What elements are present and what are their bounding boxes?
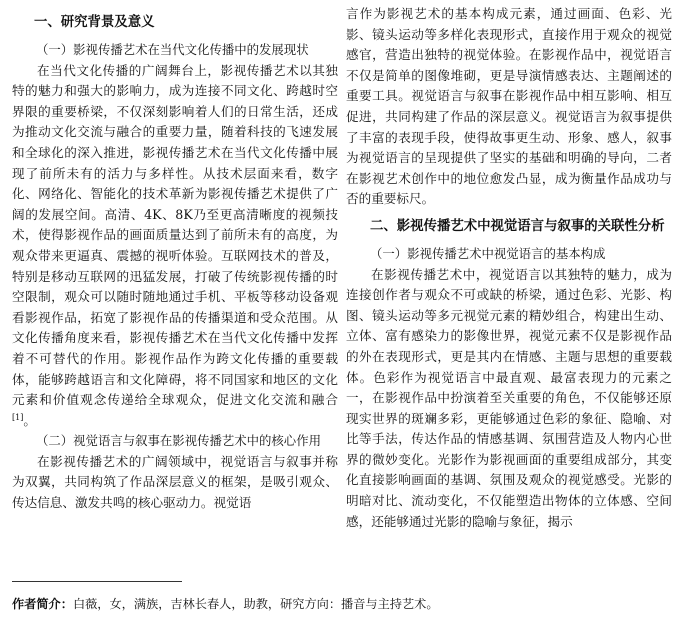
footnote-label: 作者简介： [12, 597, 73, 611]
paragraph-core-role: 在影视传播艺术的广阔领域中，视觉语言与叙事并称为双翼，共同构筑了作品深层意义的框架，是吸引观众、传达信息、激发共鸣的核心驱动力。视觉语 [12, 453, 338, 511]
author-footnote [12, 595, 672, 613]
section-heading-correlation-analysis: 二、影视传播艺术中视觉语言与叙事的关联性分析 [370, 218, 665, 234]
right-column [346, 4, 672, 532]
paragraph-core-role-continued: 言作为影视艺术的基本构成元素，通过画面、色彩、光影、镜头运动等多样化表现形式，直接作用于观众的视觉感官，营造出独特的视觉体验。在影视作品中，视觉语言不仅是简单的图像堆砌，更是导演情感表达、主题阐述的重要工具。视觉语言与叙事在影视作品中相互影响、相互促进，共同构建了作品的深层意义。视觉语言为叙事提供了丰富的表现手段，使得故事更生动、形象、感人，叙事为视觉语言的呈现提供了坚实的基础和明确的导向，二者在影视艺术创作中的地位愈发凸显，成为衡量作品成功与否的重要标尺。 [346, 6, 672, 207]
paragraph-visual-language-composition: 在影视传播艺术中，视觉语言以其独特的魅力，成为连接创作者与观众不可或缺的桥梁，通过色彩、光影、构图、镜头运动等多元视觉元素的精妙组合，构建出生动、立体、富有感染力的影像世界，视觉元素不仅是影视作品的外在表现形式，更是其内在情感、主题与思想的重要载体。色彩作为视觉语言中最直观、最富表现力的元素之一，在影视作品中扮演着至关重要的角色，不仅能够还原现实世界的斑斓多彩，更能够通过色彩的象征、隐喻、对比等手法，传达作品的情感基调、氛围营造及人物内心世界的微妙变化。光影作为影视画面的重要组成部分，其变化直接影响画面的基调、氛围及观众的视觉感受。光影的明暗对比、流动变化，不仅能塑造出物体的立体感、空间感，还能够通过光影的隐喻与象征，揭示 [346, 266, 672, 529]
subsection-heading-core-role: （二）视觉语言与叙事在影视传播艺术中的核心作用 [36, 433, 321, 449]
paragraph-text: 在当代文化传播的广阔舞台上，影视传播艺术以其独特的魅力和强大的影响力，成为连接不同文化、跨越时空界限的重要桥梁，不仅深刻影响着人们的日常生活，还成为推动文化交流与融合的重要力量，随着科技的飞速发展和全球化的深入推进，影视传播艺术在当代文化传播中展现了前所未有的活力与多样性。从技术层面来看，数字化、网络化、智能化的技术革新为影视传播艺术提供了广阔的发展空间。高清、4K、8K乃至更高清晰度的视频技术，使得影视作品的画面质量达到了前所未有的高度，为观众带来更逼真、震撼的视听体验。互联网技术的普及，特别是移动互联网的迅猛发展，打破了传统影视传播的时空限制，观众可以随时随地通过手机、平板等移动设备观看影视作品，拓宽了影视作品的传播渠道和受众范围。从文化传播角度来看，影视传播艺术在当代文化传播中发挥着不可替代的作用。影视作品作为跨文化传播的重要载体，能够跨越语言和文化障碍，将不同国家和地区的文化元素和价值观念传递给全球观众，促进文化交流和融合 [12, 62, 338, 408]
left-column [12, 4, 338, 514]
paragraph-development-status [12, 61, 338, 432]
section-heading-background: 一、研究背景及意义 [34, 15, 155, 30]
paragraph-end: 。 [23, 412, 36, 428]
footnote-text: 白薇，女，满族，吉林长春人，助教，研究方向：播音与主持艺术。 [72, 597, 439, 611]
footnote-divider [12, 581, 182, 582]
subsection-heading-visual-language-composition: （一）影视传播艺术中视觉语言的基本构成 [370, 245, 606, 261]
citation-marker: [1] [12, 412, 24, 422]
subsection-heading-development-status: （一）影视传播艺术在当代文化传播中的发展现状 [36, 42, 309, 57]
